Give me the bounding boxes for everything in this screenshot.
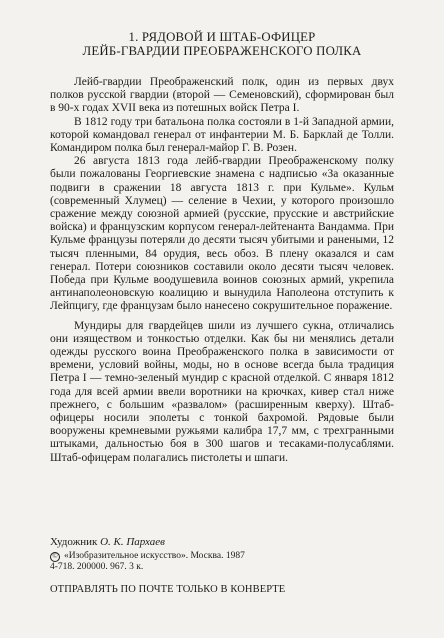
paragraph-4: Мундиры для гвардейцев шили из лучшего сукна, отличались они изяществом и тонкостью отделки. Как бы ни менялись детали одежды русского воина Преображенского полка в зависимости от времени, условий войны, моды, но в основе всегда была традиция Петра I — темно-зеленый мундир с красной отделкой. С января 1812 года для всей армии ввели воротники на крючках, кивер стал ниже прежнего, с большим «развалом» (расширенным кверху). Штаб-офицеры носили эполеты с тонкой бахромой. Рядовые были вооружены кремневыми ружьями калибра 17,7 мм, с трехгранными штыками, дальностью боя в 300 шагов и тесаками-полусаблями. Штаб-офицерам полагались пистолеты и шпаги.	[50, 319, 394, 464]
artist-credit	[50, 536, 410, 549]
copyright-text: «Изобразительное искусство». Москва. 1987	[64, 551, 245, 561]
page-title	[50, 30, 394, 58]
mail-note: ОТПРАВЛЯТЬ ПО ПОЧТЕ ТОЛЬКО В КОНВЕРТЕ	[50, 584, 286, 595]
paragraph-1: Лейб-гвардии Преображенский полк, один из первых двух полков русской гвардии (второй — Семеновский), сформирован был в 90-х годах XVII века из потешных войск Петра I.	[50, 76, 394, 115]
copyright-symbol: ©	[52, 552, 58, 560]
print-code: 4-718. 200000. 967. 3 к.	[50, 562, 144, 572]
artist-label: Художник	[50, 536, 98, 548]
paragraph-3: 26 августа 1813 года лейб-гвардии Преображенскому полку были пожалованы Георгиевские знамена с надписью «За оказанные подвиги в сражении 18 августа 1813 г. при Кульме». Кульм (современный Хлумец) — селение в Чехии, у которого произошло сражение между союзной армией (русские, прусские и австрийские войска) и французским корпусом генерал-лейтенанта Вандамма. При Кульме французы потеряли до десяти тысяч убитыми и ранеными, 12 тысяч пленными, 84 орудия, весь обоз. В плену оказался и сам генерал. Потери союзников составили около десяти тысяч человек. Победа при Кульме воодушевила воинов союзных армий, укрепила антинаполеоновскую коалицию и вынудила Наполеона отступить к Лейпцигу, где французам было нанесено сокрушительное поражение.	[50, 155, 394, 313]
paragraph-2: В 1812 году три батальона полка состояли в 1-й Западной армии, которой командовал генерал от инфантерии М. Б. Барклай де Толли. Командиром полка был генерал-майор Г. В. Розен.	[50, 115, 394, 155]
title-line-2: ЛЕЙБ-ГВАРДИИ ПРЕОБРАЖЕНСКОГО ПОЛКА	[82, 44, 362, 58]
title-line-1: 1. РЯДОВОЙ И ШТАБ-ОФИЦЕР	[128, 30, 316, 44]
credits-block	[50, 536, 410, 596]
copyright-icon	[50, 552, 60, 562]
artist-name: О. К. Пархаев	[100, 536, 165, 548]
article-body	[50, 76, 394, 465]
copyright-line	[50, 551, 410, 562]
